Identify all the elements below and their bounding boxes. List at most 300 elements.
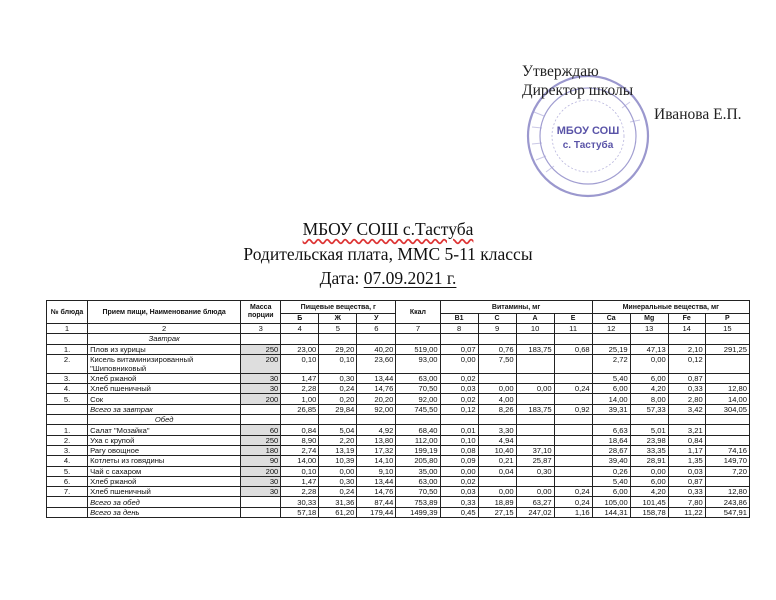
section-cell — [357, 334, 396, 344]
total-row — [47, 404, 750, 414]
table-cell — [554, 466, 592, 476]
table-cell: 63,00 — [396, 373, 440, 383]
table-cell: 205,80 — [396, 456, 440, 466]
total-cell: 31,36 — [319, 497, 357, 507]
total-cell: 3,42 — [668, 404, 705, 414]
total-cell: 547,91 — [705, 507, 749, 517]
table-cell: 70,50 — [396, 384, 440, 394]
index-cell: 5 — [319, 324, 357, 334]
subheader-cell: A — [516, 314, 554, 324]
table-cell: 6,00 — [630, 476, 668, 486]
table-cell: 14,76 — [357, 384, 396, 394]
dish-name: Хлеб ржаной — [88, 476, 241, 486]
table-cell: 3. — [47, 445, 88, 455]
dish-name: Чай с сахаром — [88, 466, 241, 476]
total-cell: 8,26 — [478, 404, 516, 414]
table-cell: 1,47 — [281, 373, 319, 383]
table-row — [47, 394, 750, 404]
table-cell: 23,00 — [281, 344, 319, 354]
table-cell: 6,00 — [630, 373, 668, 383]
table-cell: 5,40 — [592, 373, 630, 383]
table-cell: 0,08 — [440, 445, 478, 455]
table-cell: 0,84 — [668, 435, 705, 445]
table-cell: 30 — [241, 476, 281, 486]
table-cell: 1,17 — [668, 445, 705, 455]
total-cell: 87,44 — [357, 497, 396, 507]
table-row — [47, 354, 750, 373]
section-cell — [630, 334, 668, 344]
subheader-cell: Б — [281, 314, 319, 324]
section-label: Завтрак — [88, 334, 241, 344]
subheader-cell: У — [357, 314, 396, 324]
table-cell: 200 — [241, 466, 281, 476]
table-cell: 7. — [47, 487, 88, 497]
index-cell: 2 — [88, 324, 241, 334]
index-cell: 8 — [440, 324, 478, 334]
dish-name: Рагу овощное — [88, 445, 241, 455]
table-cell: 30 — [241, 487, 281, 497]
table-row — [47, 466, 750, 476]
table-cell — [516, 373, 554, 383]
table-cell: 0,21 — [478, 456, 516, 466]
table-cell: 70,50 — [396, 487, 440, 497]
table-cell: 0,20 — [319, 394, 357, 404]
table-cell: 2. — [47, 435, 88, 445]
index-cell: 1 — [47, 324, 88, 334]
director-label: Директор школы — [522, 82, 634, 99]
index-cell: 10 — [516, 324, 554, 334]
table-cell: 0,03 — [668, 466, 705, 476]
table-cell — [241, 507, 281, 517]
index-cell: 7 — [396, 324, 440, 334]
table-cell: 0,01 — [440, 425, 478, 435]
table-cell: 18,64 — [592, 435, 630, 445]
table-cell: 0,12 — [668, 354, 705, 373]
table-cell — [516, 435, 554, 445]
table-cell: 0,02 — [440, 476, 478, 486]
table-cell: 23,98 — [630, 435, 668, 445]
total-cell: 0,12 — [440, 404, 478, 414]
approval-block — [522, 62, 633, 100]
index-cell: 15 — [705, 324, 749, 334]
total-cell: 57,18 — [281, 507, 319, 517]
table-cell: 2,10 — [668, 344, 705, 354]
index-cell: 6 — [357, 324, 396, 334]
table-cell — [47, 507, 88, 517]
subheader-cell: E — [554, 314, 592, 324]
table-cell: 4,20 — [630, 487, 668, 497]
table-cell: 291,25 — [705, 344, 749, 354]
table-cell — [554, 394, 592, 404]
total-row — [47, 497, 750, 507]
table-cell: 0,30 — [516, 466, 554, 476]
table-cell — [554, 354, 592, 373]
table-cell: 17,32 — [357, 445, 396, 455]
table-cell: 5,01 — [630, 425, 668, 435]
table-cell: 6. — [47, 476, 88, 486]
table-cell: 14,00 — [281, 456, 319, 466]
table-cell: 4. — [47, 384, 88, 394]
section-cell — [554, 334, 592, 344]
table-row — [47, 456, 750, 466]
table-cell: 0,00 — [478, 384, 516, 394]
table-cell: 30 — [241, 373, 281, 383]
dish-name: Салат "Мозайка" — [88, 425, 241, 435]
subheader-cell: P — [705, 314, 749, 324]
header-num: № блюда — [47, 301, 88, 324]
section-cell — [630, 415, 668, 425]
table-cell: 0,30 — [319, 373, 357, 383]
table-cell: 6,00 — [592, 487, 630, 497]
table-cell: 0,00 — [478, 487, 516, 497]
table-cell: 2. — [47, 354, 88, 373]
table-cell: 0,30 — [319, 476, 357, 486]
header-name: Прием пищи, Наименование блюда — [88, 301, 241, 324]
table-cell: 25,87 — [516, 456, 554, 466]
table-cell: 200 — [241, 354, 281, 373]
table-cell: 0,04 — [478, 466, 516, 476]
date-label: Дата: — [319, 268, 360, 288]
index-row — [47, 324, 750, 334]
header-minerals: Минеральные вещества, мг — [592, 301, 749, 314]
total-cell: 1499,39 — [396, 507, 440, 517]
section-cell — [396, 415, 440, 425]
total-cell: 27,15 — [478, 507, 516, 517]
table-cell: 5,40 — [592, 476, 630, 486]
table-row — [47, 344, 750, 354]
subheader-cell: B1 — [440, 314, 478, 324]
section-label: Обед — [88, 415, 241, 425]
section-row-lunch — [47, 415, 750, 425]
table-cell — [47, 404, 88, 414]
table-cell: 28,67 — [592, 445, 630, 455]
table-cell: 47,13 — [630, 344, 668, 354]
section-cell — [705, 415, 749, 425]
date-line — [0, 268, 776, 289]
header-vitamins: Витамины, мг — [440, 301, 592, 314]
table-cell: 180 — [241, 445, 281, 455]
table-cell: 0,00 — [319, 466, 357, 476]
table-cell: 183,75 — [516, 344, 554, 354]
section-row-breakfast — [47, 334, 750, 344]
subheader-cell: Fe — [668, 314, 705, 324]
table-cell: 0,24 — [554, 384, 592, 394]
table-cell: 0,33 — [668, 487, 705, 497]
svg-text:с. Тастуба: с. Тастуба — [562, 140, 614, 151]
section-cell — [319, 415, 357, 425]
table-row — [47, 476, 750, 486]
table-cell: 3,21 — [668, 425, 705, 435]
dish-name: Хлеб пшеничный — [88, 384, 241, 394]
total-cell: 1,16 — [554, 507, 592, 517]
table-cell: 13,19 — [319, 445, 357, 455]
table-cell: 14,76 — [357, 487, 396, 497]
table-cell: 1,00 — [281, 394, 319, 404]
section-cell — [241, 334, 281, 344]
table-cell: 12,80 — [705, 487, 749, 497]
table-cell — [478, 476, 516, 486]
header-kcal: Ккал — [396, 301, 440, 324]
table-cell: 0,00 — [440, 354, 478, 373]
table-cell: 74,16 — [705, 445, 749, 455]
table-cell: 199,19 — [396, 445, 440, 455]
table-cell: 14,00 — [705, 394, 749, 404]
section-cell — [47, 415, 88, 425]
table-cell: 0,87 — [668, 373, 705, 383]
table-cell: 2,28 — [281, 487, 319, 497]
table-cell — [554, 456, 592, 466]
index-cell: 13 — [630, 324, 668, 334]
index-cell: 3 — [241, 324, 281, 334]
table-cell: 2,28 — [281, 384, 319, 394]
table-row — [47, 425, 750, 435]
table-cell: 250 — [241, 344, 281, 354]
section-cell — [281, 415, 319, 425]
table-cell: 10,39 — [319, 456, 357, 466]
section-cell — [516, 334, 554, 344]
total-cell: 7,80 — [668, 497, 705, 507]
section-cell — [592, 415, 630, 425]
table-cell: 63,00 — [396, 476, 440, 486]
index-cell: 12 — [592, 324, 630, 334]
table-cell: 0,10 — [319, 354, 357, 373]
table-cell: 10,40 — [478, 445, 516, 455]
total-cell: 183,75 — [516, 404, 554, 414]
table-cell: 4,92 — [357, 425, 396, 435]
total-cell: 29,84 — [319, 404, 357, 414]
index-cell: 9 — [478, 324, 516, 334]
table-cell: 0,00 — [630, 466, 668, 476]
dish-name: Сок — [88, 394, 241, 404]
section-cell — [668, 334, 705, 344]
table-cell: 0,03 — [440, 384, 478, 394]
table-cell: 2,72 — [592, 354, 630, 373]
table-cell — [516, 425, 554, 435]
table-cell: 7,20 — [705, 466, 749, 476]
table-cell: 8,90 — [281, 435, 319, 445]
table-cell — [516, 476, 554, 486]
section-cell — [440, 415, 478, 425]
table-cell: 5,04 — [319, 425, 357, 435]
section-cell — [478, 415, 516, 425]
total-row — [47, 507, 750, 517]
total-cell: 144,31 — [592, 507, 630, 517]
table-cell: 3. — [47, 373, 88, 383]
page-subtitle: Родительская плата, ММС 5-11 классы — [243, 244, 533, 264]
table-cell: 0,24 — [319, 384, 357, 394]
dish-name: Кисель витаминизированный "Шиповниковый — [88, 354, 241, 373]
total-cell: 247,02 — [516, 507, 554, 517]
section-cell — [241, 415, 281, 425]
total-cell: 0,33 — [440, 497, 478, 507]
table-cell: 519,00 — [396, 344, 440, 354]
total-cell: 18,89 — [478, 497, 516, 507]
table-cell: 4,00 — [478, 394, 516, 404]
table-cell: 0,84 — [281, 425, 319, 435]
table-cell — [554, 425, 592, 435]
stamp-text: МБОУ СОШ — [556, 125, 620, 137]
table-cell: 40,20 — [357, 344, 396, 354]
table-cell: 2,80 — [668, 394, 705, 404]
dish-name: Хлеб пшеничный — [88, 487, 241, 497]
total-cell: 179,44 — [357, 507, 396, 517]
table-cell: 0,07 — [440, 344, 478, 354]
subheader-cell: Mg — [630, 314, 668, 324]
total-cell: 0,24 — [554, 497, 592, 507]
table-row — [47, 373, 750, 383]
table-row — [47, 384, 750, 394]
table-cell: 0,02 — [440, 373, 478, 383]
table-cell: 20,20 — [357, 394, 396, 404]
total-label: Всего за завтрак — [88, 404, 241, 414]
section-cell — [440, 334, 478, 344]
section-cell — [516, 415, 554, 425]
table-cell: 4,94 — [478, 435, 516, 445]
table-cell — [516, 394, 554, 404]
table-row — [47, 487, 750, 497]
total-cell: 158,78 — [630, 507, 668, 517]
table-cell — [705, 435, 749, 445]
table-cell: 9,10 — [357, 466, 396, 476]
table-cell: 29,20 — [319, 344, 357, 354]
table-cell — [705, 373, 749, 383]
subheader-cell: C — [478, 314, 516, 324]
table-cell: 23,60 — [357, 354, 396, 373]
table-cell: 0,09 — [440, 456, 478, 466]
table-cell — [241, 404, 281, 414]
table-cell: 28,91 — [630, 456, 668, 466]
section-cell — [705, 334, 749, 344]
table-cell: 250 — [241, 435, 281, 445]
section-cell — [668, 415, 705, 425]
section-cell — [396, 334, 440, 344]
table-cell: 2,20 — [319, 435, 357, 445]
table-cell — [554, 476, 592, 486]
table-cell: 112,00 — [396, 435, 440, 445]
total-cell: 753,89 — [396, 497, 440, 507]
table-cell: 0,87 — [668, 476, 705, 486]
index-cell: 4 — [281, 324, 319, 334]
table-cell: 35,00 — [396, 466, 440, 476]
total-cell: 0,45 — [440, 507, 478, 517]
total-cell: 11,22 — [668, 507, 705, 517]
table-cell: 0,10 — [281, 354, 319, 373]
signer-name: Иванова Е.П. — [654, 106, 742, 123]
table-row — [47, 445, 750, 455]
table-cell: 13,80 — [357, 435, 396, 445]
school-title: МБОУ СОШ с.Тастуба — [302, 219, 474, 239]
table-cell: 0,33 — [668, 384, 705, 394]
total-cell: 92,00 — [357, 404, 396, 414]
index-cell: 11 — [554, 324, 592, 334]
table-cell — [516, 354, 554, 373]
table-cell: 8,00 — [630, 394, 668, 404]
menu-table — [46, 300, 750, 518]
total-label: Всего за обед — [88, 497, 241, 507]
total-cell: 63,27 — [516, 497, 554, 507]
approve-label: Утверждаю — [522, 63, 599, 80]
total-cell: 101,45 — [630, 497, 668, 507]
table-cell — [705, 425, 749, 435]
table-cell: 13,44 — [357, 373, 396, 383]
section-cell — [357, 415, 396, 425]
table-cell: 14,00 — [592, 394, 630, 404]
table-cell: 6,63 — [592, 425, 630, 435]
table-cell: 68,40 — [396, 425, 440, 435]
section-cell — [554, 415, 592, 425]
total-cell: 745,50 — [396, 404, 440, 414]
table-cell: 0,76 — [478, 344, 516, 354]
table-cell: 0,00 — [516, 384, 554, 394]
table-cell: 149,70 — [705, 456, 749, 466]
table-cell: 93,00 — [396, 354, 440, 373]
table-cell: 5. — [47, 466, 88, 476]
total-cell: 57,33 — [630, 404, 668, 414]
total-cell: 105,00 — [592, 497, 630, 507]
table-cell: 4,20 — [630, 384, 668, 394]
table-cell: 1,47 — [281, 476, 319, 486]
table-cell: 39,40 — [592, 456, 630, 466]
table-cell: 0,10 — [281, 466, 319, 476]
table-cell: 0,68 — [554, 344, 592, 354]
table-cell: 0,26 — [592, 466, 630, 476]
header-mass: Масса порции — [241, 301, 281, 324]
table-row — [47, 435, 750, 445]
table-cell: 25,19 — [592, 344, 630, 354]
table-cell — [705, 476, 749, 486]
total-cell: 304,05 — [705, 404, 749, 414]
header-nutrients: Пищевые вещества, г — [281, 301, 396, 314]
total-label: Всего за день — [88, 507, 241, 517]
table-cell — [554, 445, 592, 455]
table-cell: 0,24 — [554, 487, 592, 497]
subheader-cell: Ca — [592, 314, 630, 324]
total-cell: 0,92 — [554, 404, 592, 414]
table-cell — [241, 497, 281, 507]
table-cell: 90 — [241, 456, 281, 466]
table-cell: 0,03 — [440, 487, 478, 497]
dish-name: Плов из курицы — [88, 344, 241, 354]
table-cell: 30 — [241, 384, 281, 394]
table-cell — [554, 435, 592, 445]
section-cell — [281, 334, 319, 344]
table-cell: 0,24 — [319, 487, 357, 497]
table-cell — [478, 373, 516, 383]
table-cell: 0,02 — [440, 394, 478, 404]
date-value: 07.09.2021 г. — [363, 268, 457, 288]
table-cell: 200 — [241, 394, 281, 404]
table-cell: 1,35 — [668, 456, 705, 466]
table-cell: 12,80 — [705, 384, 749, 394]
table-cell: 3,30 — [478, 425, 516, 435]
section-cell — [592, 334, 630, 344]
table-cell — [705, 354, 749, 373]
table-cell: 0,00 — [630, 354, 668, 373]
table-cell: 14,10 — [357, 456, 396, 466]
total-cell: 30,33 — [281, 497, 319, 507]
dish-name: Котлеты из говядины — [88, 456, 241, 466]
table-cell: 0,00 — [516, 487, 554, 497]
table-cell: 2,74 — [281, 445, 319, 455]
table-cell: 60 — [241, 425, 281, 435]
table-cell: 33,35 — [630, 445, 668, 455]
total-cell: 26,85 — [281, 404, 319, 414]
section-cell — [319, 334, 357, 344]
section-cell — [478, 334, 516, 344]
total-cell: 243,86 — [705, 497, 749, 507]
total-cell: 39,31 — [592, 404, 630, 414]
table-cell — [554, 373, 592, 383]
